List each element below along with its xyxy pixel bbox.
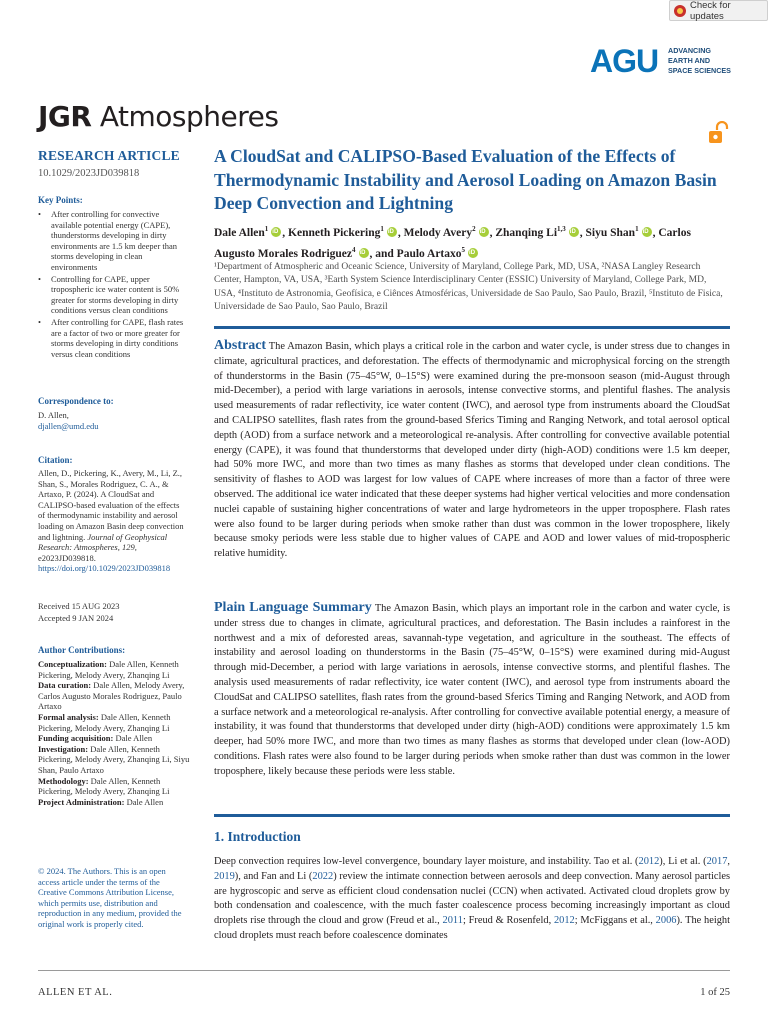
- license-notice: © 2024. The Authors. This is an open access article under the terms of the Creative Commons Attribution License, which permits use, distribution and reproduction in any medium, provided the original work is properly cited.: [38, 866, 182, 929]
- received-date: Received 15 AUG 2023: [38, 601, 120, 611]
- key-point: • After controlling for convective available potential energy (CAPE), thunderstorms developing in dirty environments are 1.5 km deeper than storms developing in clean environments: [38, 209, 190, 273]
- citation-year-link[interactable]: 2019: [214, 870, 235, 882]
- citation-year-link[interactable]: 2012: [553, 915, 575, 927]
- contribution-names: Dale Allen, Kenneth Pickering, Melody Avery, Zhanqing Li: [38, 659, 179, 680]
- introduction-heading: 1. Introduction: [214, 829, 301, 844]
- citation-year-link[interactable]: 2011: [442, 915, 463, 927]
- footer-divider: [38, 970, 730, 971]
- page-number: 1 of 25: [700, 987, 730, 998]
- contribution-names: Dale Allen: [113, 733, 153, 744]
- contribution-names: Dale Allen, Kenneth Pickering, Melody Avery, Zhanqing Li: [38, 775, 170, 797]
- author-name: Kenneth Pickering: [288, 226, 381, 239]
- citation-heading: Citation:: [38, 455, 73, 465]
- citation-year-link[interactable]: 2017: [706, 856, 728, 867]
- introduction-text: [214, 855, 730, 944]
- key-point: • After controlling for CAPE, flash rates are a factor of two or more greater for storms developing in dirty conditions versus clean conditions: [38, 317, 190, 359]
- citation-text: [38, 468, 184, 574]
- agu-logo: [590, 44, 740, 78]
- section-divider: [214, 814, 730, 817]
- author-contributions: [38, 659, 190, 807]
- author-name: Siyu Shan: [585, 226, 636, 239]
- citation-journal: Journal of Geophysical Research: Atmospheres, 129,: [38, 531, 168, 553]
- section-divider: [214, 326, 730, 329]
- contribution-item: [38, 659, 190, 680]
- author-separator: ,: [489, 226, 496, 239]
- agu-tagline-line: ADVANCING: [668, 46, 711, 55]
- author-affiliation-marker: 1: [264, 225, 269, 233]
- check-for-updates-label: Check for updates: [689, 0, 731, 22]
- contribution-item: [38, 744, 190, 776]
- intro-text-run: Deep convection requires low-level convergence, boundary layer moisture, and instability. Tao et al. (: [214, 856, 639, 867]
- contribution-names: Dale Allen, Kenneth Pickering, Melody Avery, Zhanqing Li, Siyu Shan, Paulo Artaxo: [38, 743, 190, 775]
- author-separator: ,: [282, 226, 289, 239]
- correspondence-name: D. Allen,: [38, 410, 69, 420]
- abstract-text: The Amazon Basin, which plays a critical role in the carbon and water cycle, is under stress due to changes in climate, agricultural practices, and deforestation. The effects of thermodynamic and microphysical forcing on the strength of thunderstorms in the Basin (75–45°W, 0–15°S) were examined during the pre-monsoon season (mid-August through mid-December), a period with large variations in aerosols, intense convective storms, and plentiful flashes. The analysis used measurements of radar reflectivity, ice water content (IWC), and aerosol type from instruments aboard the CloudSat and CALIPSO satellites, flash rates from the ground-based Sferics Timing and Ranging Network, and total aerosol optical depth (AOD) from a surface network and a meteorological re-analysis. After controlling for convective available potential energy (CAPE), it was found that thunderstorms that developed under dirty (high-AOD) conditions were 1.5 km deeper, had 50% more IWC, and more than two times as many flashes as storms that developed under clean conditions. The sensitivity of flashes to AOD was largest for low values of CAPE where increases of more than a factor of three were observed. The additional ice water indicated that these deeper systems had higher vertical velocities and more condensation nuclei capable of sustaining higher concentrations of water and large hydrometeors in the upper troposphere. Flash rates were also found to be larger during periods when smoke rather than dust was common in the lower troposphere, likely because smoky periods were less stable due to higher values of CAPE and AOD and lower values of mid-tropospheric relative humidity.: [214, 341, 730, 560]
- author-name: Paulo Artaxo: [396, 247, 462, 260]
- correspondence-heading: Correspondence to:: [38, 396, 114, 406]
- author-separator: ,: [652, 226, 659, 239]
- author-affiliation-marker: 2: [472, 225, 476, 233]
- author-affiliation-marker: 4: [352, 245, 356, 254]
- orcid-icon[interactable]: [387, 227, 397, 237]
- contribution-item: [38, 680, 190, 712]
- agu-logo-mark: AGU: [590, 43, 659, 79]
- contribution-role: Conceptualization:: [38, 659, 107, 669]
- update-badge-icon: [674, 5, 686, 17]
- contribution-role: Investigation:: [38, 743, 89, 754]
- doi: 10.1029/2023JD039818: [38, 168, 140, 179]
- citation-body: Allen, D., Pickering, K., Avery, M., Li, Z., Shan, S., Morales Rodriguez, C. A., & Artaxo, P. (2024). A CloudSat and CALIPSO-based evaluation of the effects of thermodynamic instability and aerosol loading on Amazon Basin deep convection and lightning.: [38, 468, 184, 542]
- citation-year-link[interactable]: 2012: [638, 856, 660, 867]
- citation-id: e2023JD039818.: [38, 552, 96, 563]
- author-separator: , and: [369, 247, 397, 260]
- contribution-role: Formal analysis:: [38, 711, 99, 722]
- intro-text-run: ; Freud & Rosenfeld,: [462, 915, 554, 927]
- citation-doi-link[interactable]: https://doi.org/10.1029/2023JD039818: [38, 563, 171, 574]
- agu-tagline-line: EARTH AND: [668, 56, 711, 65]
- key-point: • Controlling for CAPE, upper tropospheric ice water content is 50% greater for storms developing in dirty conditions versus clean conditions: [38, 274, 190, 316]
- author-name: Dale Allen: [214, 226, 265, 239]
- article-type: RESEARCH ARTICLE: [38, 148, 180, 163]
- orcid-icon[interactable]: [271, 227, 281, 237]
- contribution-names: Dale Allen, Melody Avery, Carlos Augusto Morales Rodriguez, Paulo Artaxo: [38, 680, 185, 712]
- author-name: Melody Avery: [403, 226, 473, 239]
- contribution-role: Project Administration:: [38, 796, 125, 807]
- author-name: Carlos Augusto Morales Rodriguez: [214, 226, 691, 260]
- orcid-icon[interactable]: [569, 227, 579, 237]
- key-points-heading: Key Points:: [38, 195, 83, 205]
- contribution-item: [38, 712, 190, 733]
- check-for-updates-button[interactable]: [669, 0, 768, 21]
- pls-text: The Amazon Basin, which plays an important role in the carbon and water cycle, is under stress due to changes in climate, agricultural practices, and deforestation. The Basin includes a rainforest in the northwest and a mix of deforested areas, savannah-type vegetation, and agriculture in the southeast. The effects of instability and aerosol loading on thunderstorms in the Basin (75–45°W, 0–15°S) were examined during mid-August through mid-December, a period with large variations in aerosols, intense convective storms, and plentiful flashes. The analysis used measurements of radar reflectivity, ice water content (IWC), and aerosol type from instruments aboard the CloudSat and CALIPSO satellites, flash rates from the ground-based Sferics Timing and Ranging Network, and AOD from a surface network and a meteorological re-analysis. After controlling for convective available potential energy, a measure of instability, it was found that thunderstorms that developed under dirty (high-AOD) conditions were approximately 1.5 km deeper, had 50% more IWC, and more than two times as many flashes as storms that developed under clean (low-AOD) conditions. Flash rates were also found to be larger during periods when smoke rather than dust was common in the lower troposphere, likely because these periods were less stable.: [214, 603, 730, 777]
- journal-title: [38, 100, 278, 133]
- intro-text-run: ), Li et al. (: [659, 856, 707, 867]
- author-affiliation-marker: 1: [635, 225, 639, 233]
- contribution-names: Dale Allen, Kenneth Pickering, Melody Avery, Zhanqing Li: [38, 711, 171, 733]
- author-affiliation-marker: 5: [461, 245, 466, 254]
- correspondence-email-link[interactable]: djallen@umd.edu: [38, 421, 99, 431]
- key-points-list: [38, 209, 190, 360]
- affiliations: ¹Department of Atmospheric and Oceanic Science, University of Maryland, College Park, MD, USA, ²NASA Langley Research Center, Hampton, VA, USA, ³Earth System Science Interdisciplinary Center (ESSIC) University of Maryland, College Park, MD, USA, ⁴Instituto de Astronomia, Geofísica, e Ciênces Atmosféricas, Universidade de Sao Paulo, Sao Paulo, Brazil, ⁵Instituto de Fisica, Universidade de Sao Paulo, Sao Paulo, Brazil: [214, 262, 723, 312]
- accepted-date: Accepted 9 JAN 2024: [38, 613, 114, 623]
- article-title: A CloudSat and CALIPSO-Based Evaluation of the Effects of Thermodynamic Instability and Aerosol Loading on Amazon Basin Deep Convection and Lightning: [214, 146, 717, 213]
- contribution-item: [38, 776, 190, 797]
- contribution-role: Methodology:: [38, 775, 89, 786]
- contribution-role: Data curation:: [38, 680, 92, 691]
- contribution-role: Funding acquisition:: [38, 733, 114, 744]
- citation-year-link[interactable]: 2006: [655, 915, 677, 927]
- author-list: [214, 221, 730, 263]
- author-affiliation-marker: 1: [380, 225, 384, 233]
- contribution-names: Dale Allen: [124, 796, 164, 807]
- citation-year-link[interactable]: 2022: [312, 870, 334, 882]
- orcid-icon[interactable]: [468, 248, 478, 258]
- contribution-item: [38, 733, 190, 744]
- abstract: [214, 339, 730, 562]
- author-contributions-heading: Author Contributions:: [38, 645, 126, 655]
- author-affiliation-marker: 1,3: [557, 225, 566, 233]
- author-name: Zhanqing Li: [495, 226, 558, 239]
- journal-title-rest: Atmospheres: [91, 100, 279, 133]
- journal-title-bold: JGR: [38, 100, 92, 133]
- orcid-icon[interactable]: [359, 248, 369, 258]
- abstract-heading: Abstract: [214, 338, 267, 353]
- footer-authors: ALLEN ET AL.: [38, 987, 113, 998]
- author-separator: ,: [579, 226, 586, 239]
- orcid-icon[interactable]: [642, 227, 652, 237]
- author-separator: ,: [397, 226, 404, 239]
- intro-text-run: ). The height cloud droplets must reach before coalescence dominates: [214, 915, 730, 941]
- pls-heading: Plain Language Summary: [214, 600, 372, 615]
- intro-text-run: ,: [727, 856, 730, 867]
- intro-text-run: ) review the intimate connection between aerosols and deep convection. Many aerosol particles are hygroscopic and serve as efficient cloud condensation nuclei (CCN) when activated. Activated cloud droplets grow by both condensation and coalescence, with the much faster coalescence process becoming increasingly important as cloud droplets rise through the cloud and grow (Freud et al.,: [214, 870, 730, 927]
- orcid-icon[interactable]: [479, 227, 489, 237]
- agu-tagline-line: SPACE SCIENCES: [668, 66, 731, 75]
- agu-logo-tagline: [668, 46, 731, 76]
- intro-text-run: ), and Fan and Li (: [234, 870, 313, 882]
- open-access-icon: [706, 121, 730, 145]
- plain-language-summary: [214, 601, 730, 780]
- contribution-item: [38, 797, 190, 808]
- intro-text-run: ; McFiggans et al.,: [574, 915, 656, 927]
